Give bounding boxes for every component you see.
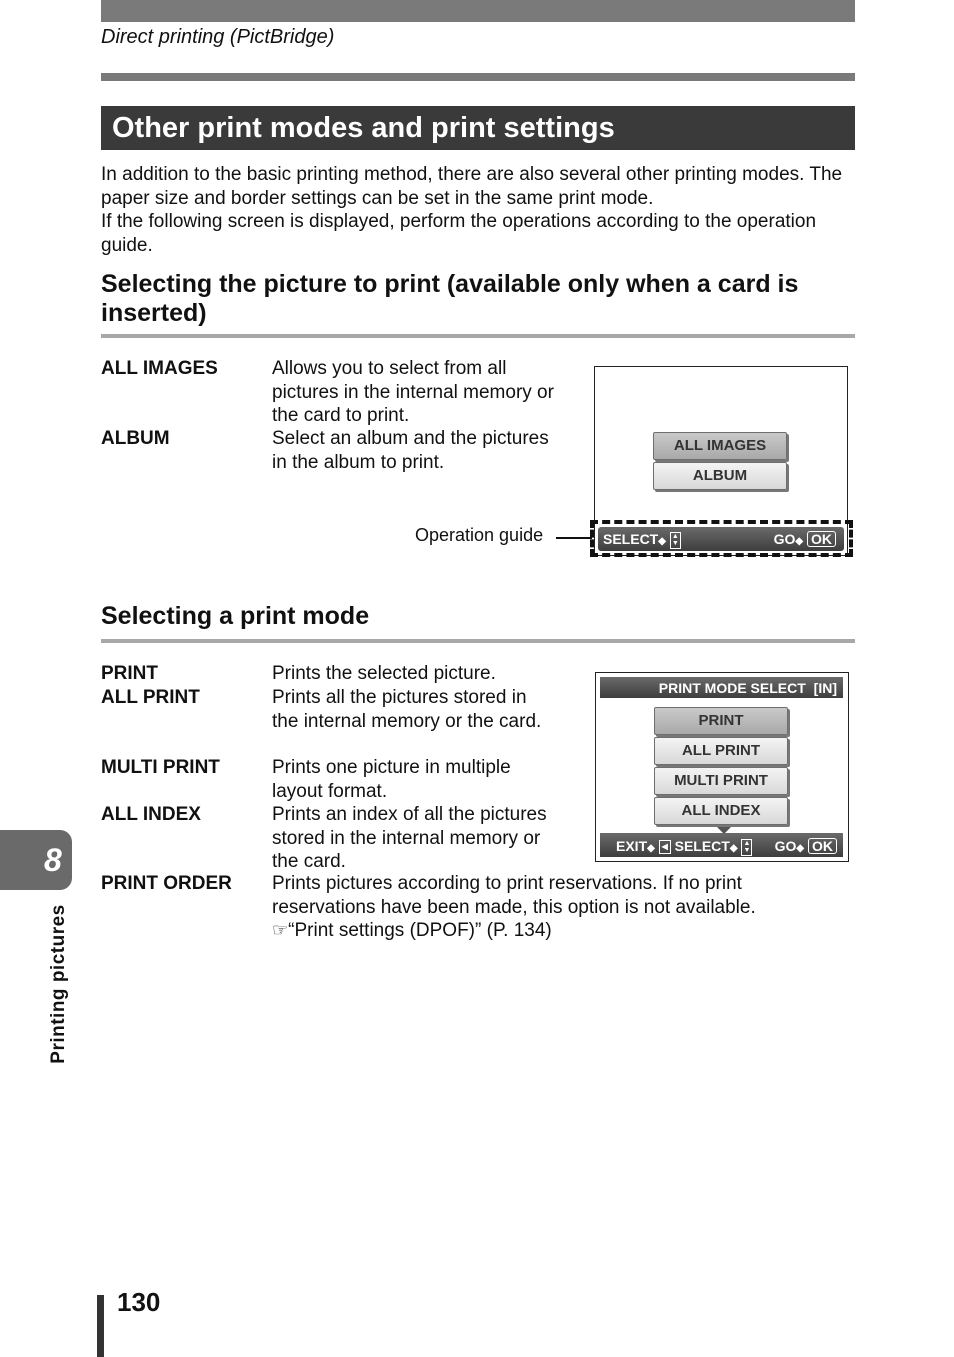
arrow-icon: ◆: [796, 843, 805, 854]
page-number-bar: [97, 1295, 104, 1357]
all-print-button[interactable]: ALL PRINT: [654, 737, 788, 765]
guide-exit-label: EXIT: [616, 838, 648, 854]
intro-paragraph-1: In addition to the basic printing method, there are also several other printing modes. The paper size and border settings can be set in the same print mode.: [101, 164, 843, 209]
term-multi-print: MULTI PRINT: [101, 757, 220, 778]
section-title: Other print modes and print settings: [101, 106, 855, 150]
desc-multi-print: Prints one picture in multiple layout format.: [272, 757, 511, 802]
page-number: 130: [117, 1287, 161, 1317]
print-order-text: Prints pictures according to print reservations. If no print reservations have been made, this option is not available.: [272, 873, 756, 918]
term-all-images: ALL IMAGES: [101, 358, 218, 379]
running-header: Direct printing (PictBridge): [101, 26, 335, 48]
guide-select-label: SELECT: [603, 531, 659, 547]
operation-guide-callout: Operation guide: [415, 525, 544, 545]
up-down-arrows-icon: ▲ ▼: [741, 839, 752, 856]
all-index-button[interactable]: ALL INDEX: [654, 797, 788, 825]
arrow-icon: ◆: [647, 843, 655, 854]
desc-print-order: [272, 872, 832, 943]
album-button[interactable]: ALBUM: [653, 462, 787, 490]
desc-all-index: Prints an index of all the pictures stored in the internal memory or the card.: [272, 804, 547, 872]
camera-screen-print-mode: [595, 672, 849, 862]
ok-button-icon: OK: [807, 531, 836, 547]
term-all-index: ALL INDEX: [101, 804, 201, 825]
header-rule: [101, 73, 855, 81]
print-mode-rule: [101, 639, 855, 643]
operation-guide-bar: [598, 527, 844, 551]
term-print: PRINT: [101, 663, 158, 684]
guide-go-label: GO: [774, 838, 797, 854]
print-mode-title: PRINT MODE SELECT: [658, 680, 806, 696]
chapter-number: 8: [44, 842, 62, 878]
select-picture-heading: Selecting the picture to print (available only when a card is inserted): [101, 270, 799, 327]
desc-all-images: Allows you to select from all pictures in the internal memory or the card to print.: [272, 358, 554, 426]
print-mode-title-bar: [600, 677, 843, 698]
up-down-arrows-icon: ▲ ▼: [670, 532, 681, 549]
term-print-order: PRINT ORDER: [101, 873, 232, 894]
select-picture-rule: [101, 334, 855, 338]
memory-icon: [IN]: [813, 680, 837, 696]
term-album: ALBUM: [101, 428, 170, 449]
print-order-ref: “Print settings (DPOF)” (P. 134): [288, 920, 552, 941]
intro-paragraph-2: If the following screen is displayed, perform the operations according to the operation guide.: [101, 211, 817, 256]
desc-all-print: Prints all the pictures stored in the internal memory or the card.: [272, 687, 542, 732]
print-button[interactable]: PRINT: [654, 707, 788, 735]
ok-button-icon: OK: [808, 838, 837, 854]
intro-text: [101, 163, 861, 257]
desc-print: Prints the selected picture.: [272, 663, 496, 684]
term-all-print: ALL PRINT: [101, 687, 200, 708]
arrow-icon: ◆: [729, 843, 738, 854]
arrow-icon: ◆: [658, 536, 666, 547]
left-arrow-icon: ◀: [659, 840, 671, 854]
all-images-button[interactable]: ALL IMAGES: [653, 432, 787, 460]
desc-album: Select an album and the pictures in the album to print.: [272, 428, 549, 473]
print-mode-guide-bar: [600, 833, 843, 857]
pointing-hand-icon: ☞: [272, 920, 289, 940]
multi-print-button[interactable]: MULTI PRINT: [654, 767, 788, 795]
guide-go-label: GO: [773, 531, 796, 547]
callout-line: [556, 537, 592, 539]
print-mode-heading: Selecting a print mode: [101, 602, 370, 630]
chapter-label: Printing pictures: [48, 904, 69, 1064]
guide-select-label: SELECT: [674, 838, 730, 854]
arrow-icon: ◆: [795, 536, 804, 547]
header-bar: [101, 0, 855, 22]
